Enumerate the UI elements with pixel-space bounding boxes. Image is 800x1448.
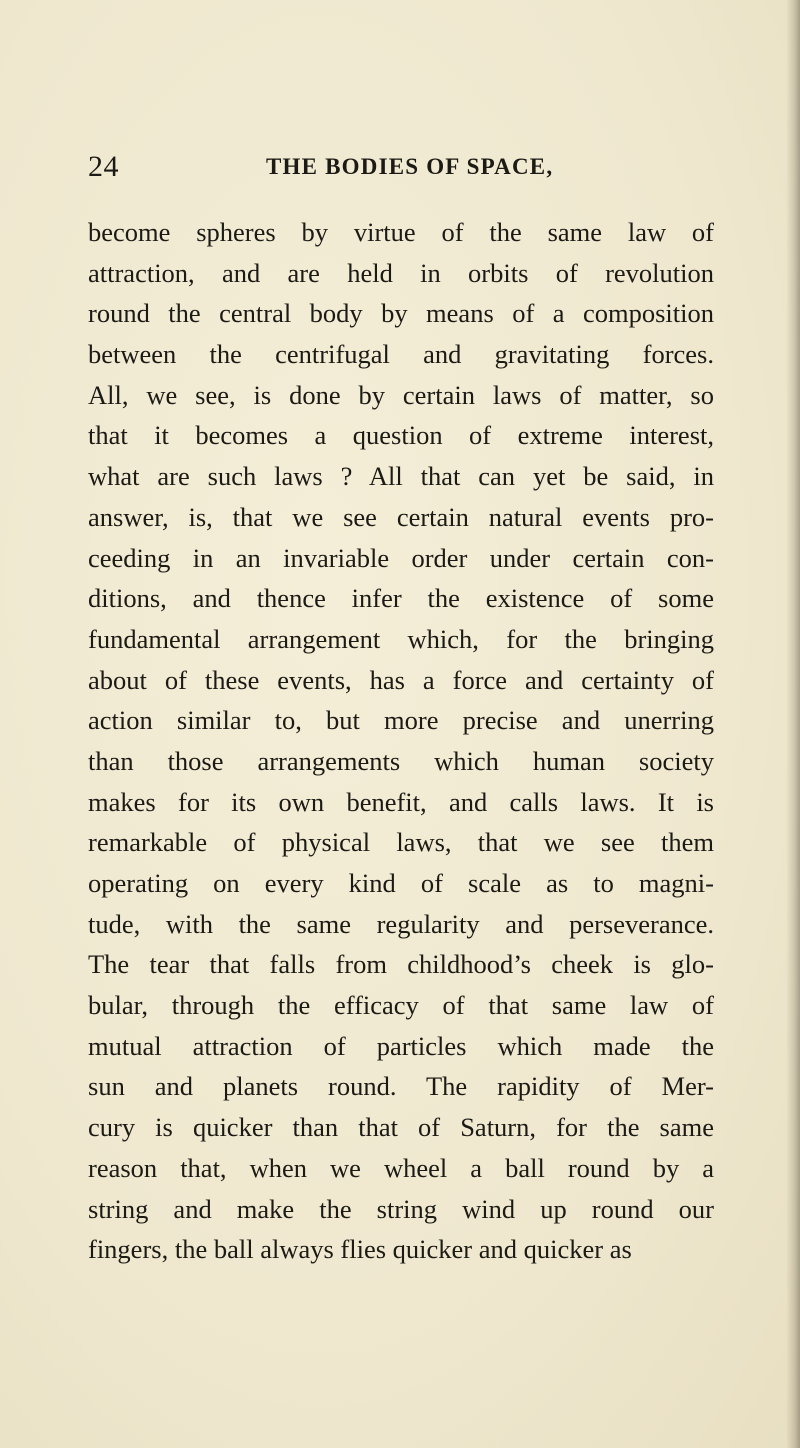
text-line: string and make the string wind up round our bbox=[88, 1193, 714, 1224]
text-line: attraction, and are held in orbits of revolution bbox=[88, 257, 714, 288]
page-number: 24 bbox=[88, 150, 119, 183]
text-line: what are such laws ? All that can yet be said, in bbox=[88, 461, 714, 492]
text-line: fingers, the ball always flies quicker and quicker as bbox=[88, 1234, 632, 1265]
text-line: than those arrangements which human society bbox=[88, 745, 714, 776]
text-line: bular, through the efficacy of that same law of bbox=[88, 990, 714, 1021]
text-line: ditions, and thence infer the existence of some bbox=[88, 583, 714, 614]
text-line: All, we see, is done by certain laws of matter, so bbox=[88, 379, 714, 410]
text-line: mutual attraction of particles which made the bbox=[88, 1030, 714, 1061]
text-line: answer, is, that we see certain natural events pro- bbox=[88, 501, 714, 532]
text-line: reason that, when we wheel a ball round by a bbox=[88, 1152, 714, 1183]
text-line: The tear that falls from childhood’s cheek is glo- bbox=[88, 949, 714, 980]
text-line: about of these events, has a force and certainty of bbox=[88, 664, 714, 695]
text-line: round the central body by means of a composition bbox=[88, 298, 714, 329]
text-line: that it becomes a question of extreme interest, bbox=[88, 420, 714, 451]
text-line: ceeding in an invariable order under certain con- bbox=[88, 542, 714, 573]
text-line: fundamental arrangement which, for the bringing bbox=[88, 623, 714, 654]
text-line: between the centrifugal and gravitating forces. bbox=[88, 339, 714, 370]
text-line: action similar to, but more precise and unerring bbox=[88, 705, 714, 736]
page-edge-shadow bbox=[786, 0, 800, 1448]
text-line: become spheres by virtue of the same law of bbox=[88, 217, 714, 247]
text-line: cury is quicker than that of Saturn, for the same bbox=[88, 1112, 714, 1143]
text-line: makes for its own benefit, and calls laws. It is bbox=[88, 786, 714, 817]
text-line: remarkable of physical laws, that we see them bbox=[88, 827, 714, 858]
page-header bbox=[88, 150, 728, 190]
body-text bbox=[88, 212, 714, 1270]
text-line: tude, with the same regularity and perseverance. bbox=[88, 908, 714, 939]
text-line: operating on every kind of scale as to magni- bbox=[88, 868, 714, 898]
text-line: sun and planets round. The rapidity of Mer- bbox=[88, 1071, 714, 1102]
running-head: THE BODIES OF SPACE, bbox=[266, 154, 554, 179]
